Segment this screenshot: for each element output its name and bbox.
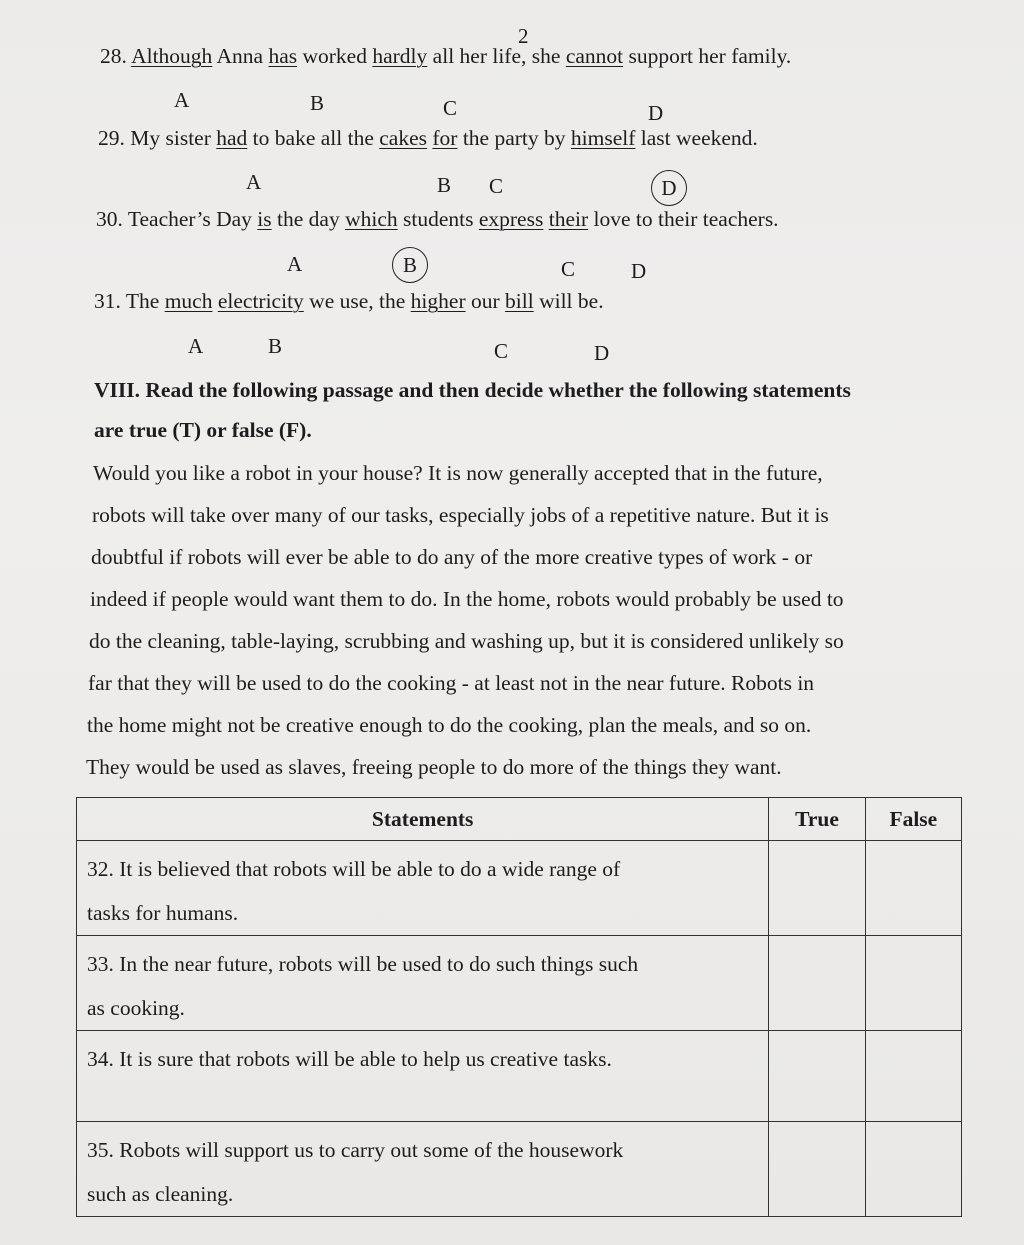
question-text: Anna xyxy=(212,44,269,68)
question-number: 30. xyxy=(96,207,123,231)
answer-circle: D xyxy=(651,170,687,206)
statement-text: 32. It is believed that robots will be able to do a wide range of xyxy=(87,857,621,881)
option-c[interactable]: C xyxy=(443,96,458,120)
question-text: love to their teachers. xyxy=(588,207,779,231)
question-text: will be. xyxy=(533,289,604,313)
underlined-option-c: higher xyxy=(410,289,466,313)
passage-line: doubtful if robots will ever be able to do any of the more creative types of work - or xyxy=(91,545,813,569)
header-statements: Statements xyxy=(77,798,769,841)
underlined-option-a: much xyxy=(164,289,213,313)
false-checkbox-33[interactable] xyxy=(865,936,961,1031)
question-text: to bake all the xyxy=(247,126,380,150)
section-heading-cont: are true (T) or false (F). xyxy=(94,418,312,442)
underlined-option-a: had xyxy=(216,126,248,150)
question-text: Teacher’s Day xyxy=(127,207,258,231)
true-false-table xyxy=(76,797,962,1217)
underlined-option-d: their xyxy=(548,207,589,231)
option-a[interactable]: A xyxy=(188,334,204,358)
question-text: last weekend. xyxy=(635,126,758,150)
option-b-circled[interactable] xyxy=(392,247,428,283)
true-checkbox-34[interactable] xyxy=(769,1031,865,1122)
question-text: all her life, she xyxy=(427,44,566,68)
table-row xyxy=(77,1031,962,1122)
option-c[interactable]: C xyxy=(494,339,509,363)
header-true: True xyxy=(769,798,865,841)
passage-line: indeed if people would want them to do. In the home, robots would probably be used to xyxy=(90,587,844,611)
option-b[interactable]: B xyxy=(310,91,325,115)
question-number: 31. xyxy=(94,289,121,313)
option-a[interactable]: A xyxy=(174,88,190,112)
question-text: worked xyxy=(297,44,373,68)
table-row xyxy=(77,936,962,1031)
statement-cell xyxy=(77,936,769,1031)
option-d[interactable]: D xyxy=(648,101,664,125)
true-checkbox-32[interactable] xyxy=(769,841,865,936)
statement-cell xyxy=(77,841,769,936)
underlined-option-d: cannot xyxy=(565,44,624,68)
option-c[interactable]: C xyxy=(489,174,504,198)
question-text: The xyxy=(125,289,165,313)
statement-cell xyxy=(77,1031,769,1122)
question-30 xyxy=(96,207,779,232)
statement-text: 34. It is sure that robots will be able to help us creative tasks. xyxy=(87,1047,612,1071)
passage-line: do the cleaning, table-laying, scrubbing and washing up, but it is considered unlikely so xyxy=(89,629,844,653)
underlined-option-d: bill xyxy=(505,289,534,313)
passage-line: Would you like a robot in your house? It is now generally accepted that in the future, xyxy=(93,461,823,485)
false-checkbox-35[interactable] xyxy=(865,1122,961,1217)
page-number: 2 xyxy=(518,24,529,48)
false-checkbox-32[interactable] xyxy=(865,841,961,936)
statement-text: 33. In the near future, robots will be used to do such things such xyxy=(87,952,639,976)
passage-line: the home might not be creative enough to do the cooking, plan the meals, and so on. xyxy=(87,713,812,737)
option-d-circled[interactable] xyxy=(651,170,687,206)
question-number: 29. xyxy=(98,126,125,150)
answer-circle: B xyxy=(392,247,428,283)
table-row xyxy=(77,1122,962,1217)
table-row xyxy=(77,841,962,936)
option-d[interactable]: D xyxy=(594,341,610,365)
question-29 xyxy=(98,126,758,151)
question-text: our xyxy=(465,289,506,313)
question-text: the day xyxy=(271,207,346,231)
underlined-option-b: has xyxy=(268,44,298,68)
statement-cell xyxy=(77,1122,769,1217)
passage-line: robots will take over many of our tasks, especially jobs of a repetitive nature. But it is xyxy=(92,503,829,527)
passage-line: They would be used as slaves, freeing people to do more of the things they want. xyxy=(86,755,782,779)
question-text: support her family. xyxy=(623,44,792,68)
question-28 xyxy=(100,44,791,69)
question-31 xyxy=(94,289,604,314)
underlined-option-c: express xyxy=(478,207,544,231)
option-a[interactable]: A xyxy=(246,170,262,194)
statement-text-cont: as cooking. xyxy=(87,996,185,1020)
option-a[interactable]: A xyxy=(287,252,303,276)
statement-text-cont: such as cleaning. xyxy=(87,1182,234,1206)
question-number: 28. xyxy=(100,44,127,68)
option-b[interactable]: B xyxy=(437,173,452,197)
underlined-option-c: hardly xyxy=(372,44,428,68)
true-checkbox-33[interactable] xyxy=(769,936,865,1031)
true-checkbox-35[interactable] xyxy=(769,1122,865,1217)
statement-text-cont: tasks for humans. xyxy=(87,901,239,925)
underlined-option-c: for xyxy=(432,126,458,150)
question-text: My sister xyxy=(130,126,217,150)
underlined-option-b: which xyxy=(345,207,398,231)
option-b[interactable]: B xyxy=(268,334,283,358)
false-checkbox-34[interactable] xyxy=(865,1031,961,1122)
question-text: we use, the xyxy=(303,289,411,313)
underlined-option-b: electricity xyxy=(217,289,304,313)
question-text: the party by xyxy=(457,126,571,150)
statement-text: 35. Robots will support us to carry out some of the housework xyxy=(87,1138,624,1162)
passage-line: far that they will be used to do the cooking - at least not in the near future. Robots in xyxy=(88,671,815,695)
underlined-option-a: is xyxy=(257,207,272,231)
header-false: False xyxy=(865,798,961,841)
underlined-option-d: himself xyxy=(570,126,636,150)
option-d[interactable]: D xyxy=(631,259,647,283)
underlined-option-a: Although xyxy=(131,44,213,68)
underlined-option-b: cakes xyxy=(379,126,427,150)
question-text: students xyxy=(397,207,479,231)
section-heading: VIII. Read the following passage and then decide whether the following statements xyxy=(94,378,851,402)
option-c[interactable]: C xyxy=(561,257,576,281)
